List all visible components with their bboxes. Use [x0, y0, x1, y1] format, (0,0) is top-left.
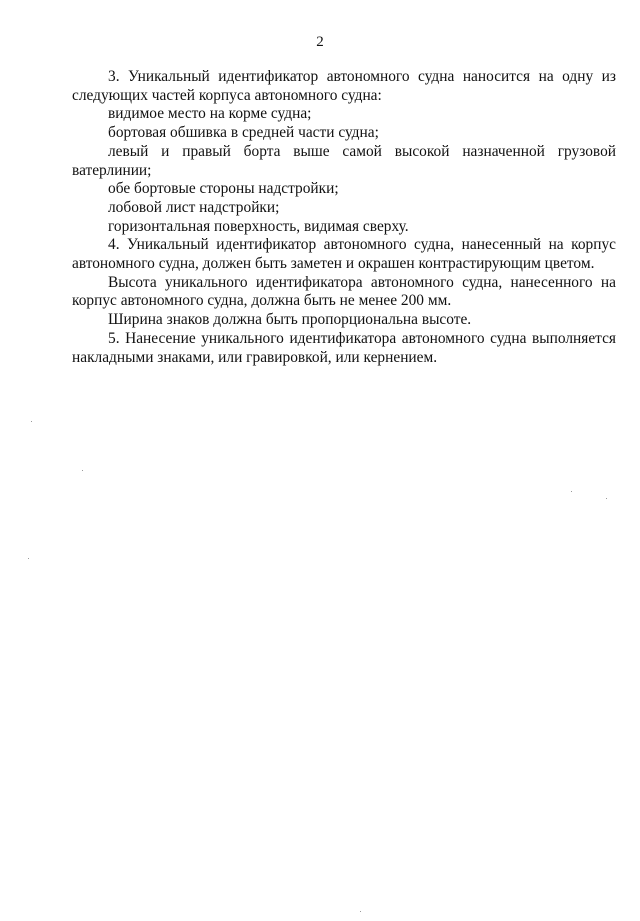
- list-item: видимое место на корме судна;: [108, 105, 312, 123]
- list-item: горизонтальная поверхность, видимая сверху.: [108, 217, 409, 235]
- scan-speck: [606, 498, 607, 499]
- document-body: [72, 68, 616, 367]
- scan-speck: [28, 558, 29, 559]
- scan-speck: [571, 491, 572, 492]
- paragraph-4-height: Высота уникального идентификатора автономного судна, нанесенного на корпус автономного судна, должна быть не менее 200 мм.: [72, 273, 616, 310]
- scan-speck: [82, 470, 83, 471]
- list-item: обе бортовые стороны надстройки;: [108, 180, 339, 198]
- paragraph-4: 4. Уникальный идентификатор автономного судна, нанесенный на корпус автономного судна, должен быть заметен и окрашен контрастирующим цветом.: [72, 236, 616, 273]
- scan-speck: [31, 421, 32, 422]
- paragraph-4-width: Ширина знаков должна быть пропорциональна высоте.: [108, 311, 472, 329]
- paragraph-3-intro: 3. Уникальный идентификатор автономного судна наносится на одну из следующих частей корпуса автономного судна:: [72, 68, 616, 104]
- list-item: левый и правый борта выше самой высокой назначенной грузовой ватерлинии;: [72, 142, 616, 179]
- list-item: лобовой лист надстройки;: [108, 198, 280, 216]
- list-item: бортовая обшивка в средней части судна;: [108, 124, 379, 142]
- page-number: 2: [316, 34, 324, 50]
- paragraph-5: 5. Нанесение уникального идентификатора автономного судна выполняется накладными знаками, или гравировкой, или кернением.: [72, 329, 616, 366]
- scan-speck: [360, 911, 361, 912]
